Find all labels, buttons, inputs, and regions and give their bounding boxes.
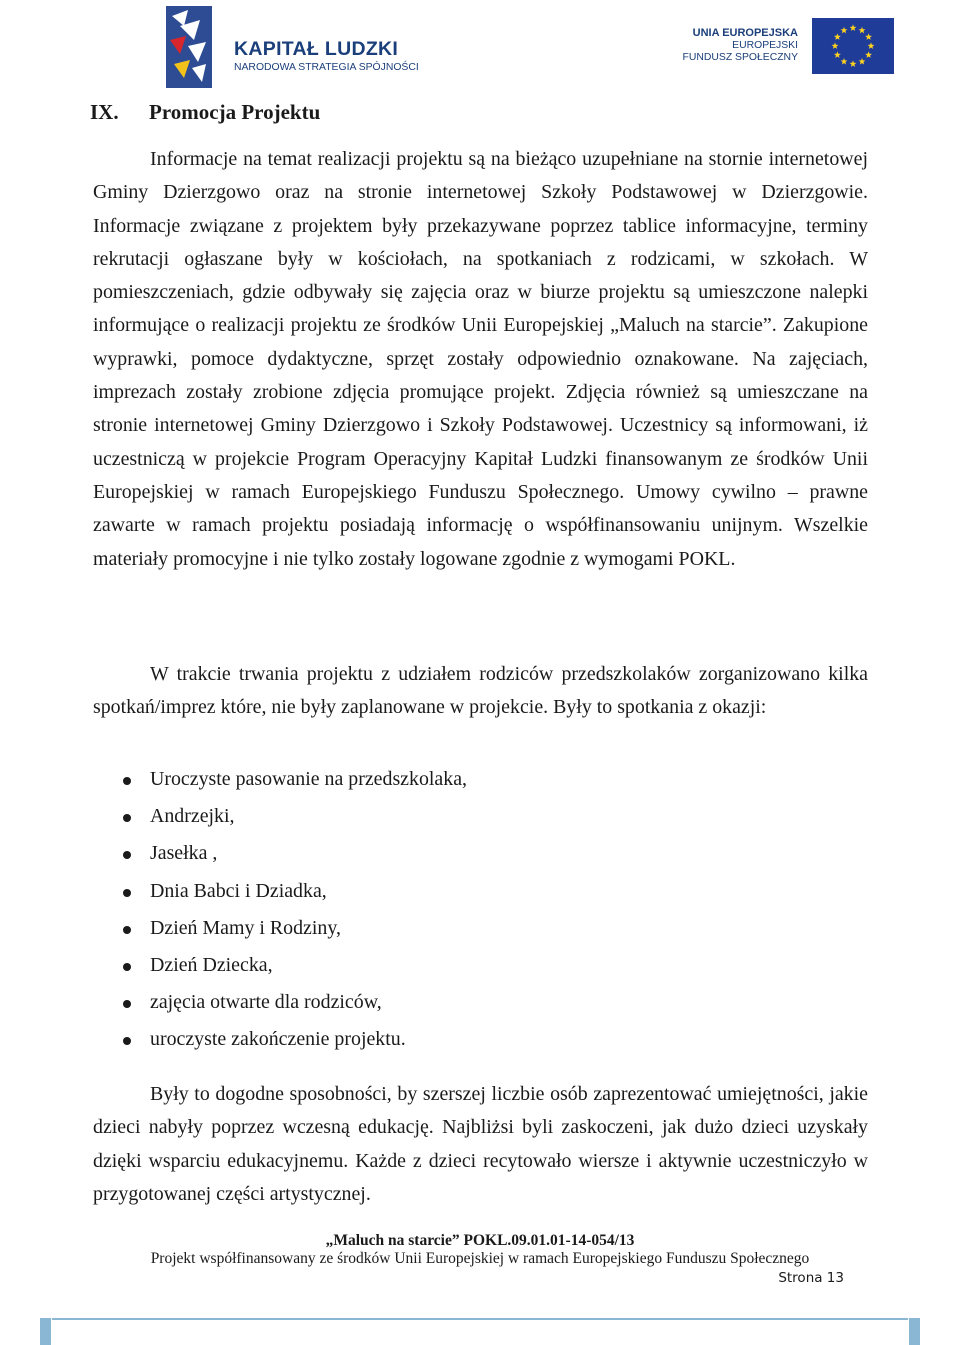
eu-logo-text [683,27,798,65]
bullet-icon [123,814,131,822]
footer-project-code: „Maluch na starcie” POKL.09.01.01-14-054/13 [325,1232,635,1249]
bullet-icon [123,1000,131,1008]
eu-flag-icon [812,18,894,74]
section-heading [90,100,320,125]
bullet-icon [123,926,131,934]
bullet-icon [123,1037,131,1045]
list-item-text: Dnia Babci i Dziadka, [150,879,327,902]
list-item-text: Dzień Mamy i Rodziny, [150,916,341,939]
list-item-text: Uroczyste pasowanie na przedszkolaka, [150,768,468,790]
bullet-icon [123,963,131,971]
footer-funding-note: Projekt współfinansowany ze środków Unii Europejskiej w ramach Europejskiego Funduszu Społecznego [150,1250,810,1267]
kapital-ludzki-subtitle: NARODOWA STRATEGIA SPÓJNOŚCI [234,62,419,73]
paragraph-events-intro: W trakcie trwania projektu z udziałem rodziców przedszkolaków zorganizowano kilka spotkań/imprez które, nie były zaplanowane w projekcie. Były to spotkania z okazji: [93,663,868,719]
list-item [93,800,467,837]
eu-logo-line3: FUNDUSZ SPOŁECZNY [682,52,798,63]
kapital-ludzki-emblem-icon [166,6,214,88]
footer-rule-right-tab [909,1318,920,1345]
kapital-ludzki-logo [166,6,426,88]
bullet-icon [123,777,131,785]
list-item [93,949,467,986]
list-item [93,986,467,1023]
kapital-ludzki-title: KAPITAŁ LUDZKI [234,38,399,60]
bullet-icon [123,851,131,859]
footer-rule-left-tab [40,1318,51,1345]
bullet-icon [123,889,131,897]
section-number: IX. [90,100,119,124]
events-list [93,763,467,1061]
list-item [93,875,467,912]
paragraph-summary: Były to dogodne sposobności, by szerszej liczbie osób zaprezentować umiejętności, jakie dzieci nabyły poprzez wczesną edukację. Najbliżsi byli zaskoczeni, jak dużo dzieci uzyskały dzięki wsparciu edukacyjnemu. Każde z dzieci recytowało wiersze i aktywnie uczestniczyło w przygotowanej części artystycznej. [93,1083,868,1205]
list-item-text: zajęcia otwarte dla rodziców, [150,991,382,1014]
list-item [93,763,467,800]
list-item [93,837,467,874]
eu-logo [672,18,896,76]
list-item-text: Dzień Dziecka, [150,953,273,976]
page-number: Strona 13 [778,1270,844,1286]
paragraph-promotion: Informacje na temat realizacji projektu są na bieżąco uzupełniane na stornie internetowej Gminy Dzierzgowo oraz na stronie internetowej Szkoły Podstawowej w Dzierzgowie. Informacje związane z projektem były przekazywane poprzez tablice informacyjne, terminy rekrutacji ogłaszane były w kościołach, na spotkaniach z rodzicami, w szkołach. W pomieszczeniach, gdzie odbywały się zajęcia oraz w biurze projektu są umieszczone nalepki informujące o realizacji projektu ze środków Unii Europejskiej „Maluch na starcie”. Zakupione wyprawki, pomoce dydaktyczne, sprzęt zostały odpowiednio oznakowane. Na zajęciach, imprezach zostały zrobione zdjęcia promujące projekt. Zdjęcia również są umieszczane na stronie internetowej Gminy Dzierzgowo i Szkoły Podstawowej. Uczestnicy są informowani, iż uczestniczą w projekcie Program Operacyjny Kapitał Ludzki finansowanym ze środków Unii Europejskiej w ramach Europejskiego Funduszu Społecznego. Umowy cywilno – prawne zawarte w ramach projektu posiadają informację o współfinansowaniu unijnym. Wszelkie materiały promocyjne i nie tylko zostały logowane zgodnie z wymogami POKL. [93,148,868,570]
list-item [93,1023,467,1060]
list-item-text: uroczyste zakończenie projektu. [150,1028,406,1051]
eu-logo-line1: UNIA EUROPEJSKA [692,27,798,39]
eu-logo-line2: EUROPEJSKI [732,39,798,51]
section-title: Promocja Projektu [149,100,321,124]
footer-rule [52,1318,908,1320]
list-item-text: Andrzejki, [150,805,235,828]
list-item-text: Jasełka , [150,842,218,865]
list-item [93,912,467,949]
